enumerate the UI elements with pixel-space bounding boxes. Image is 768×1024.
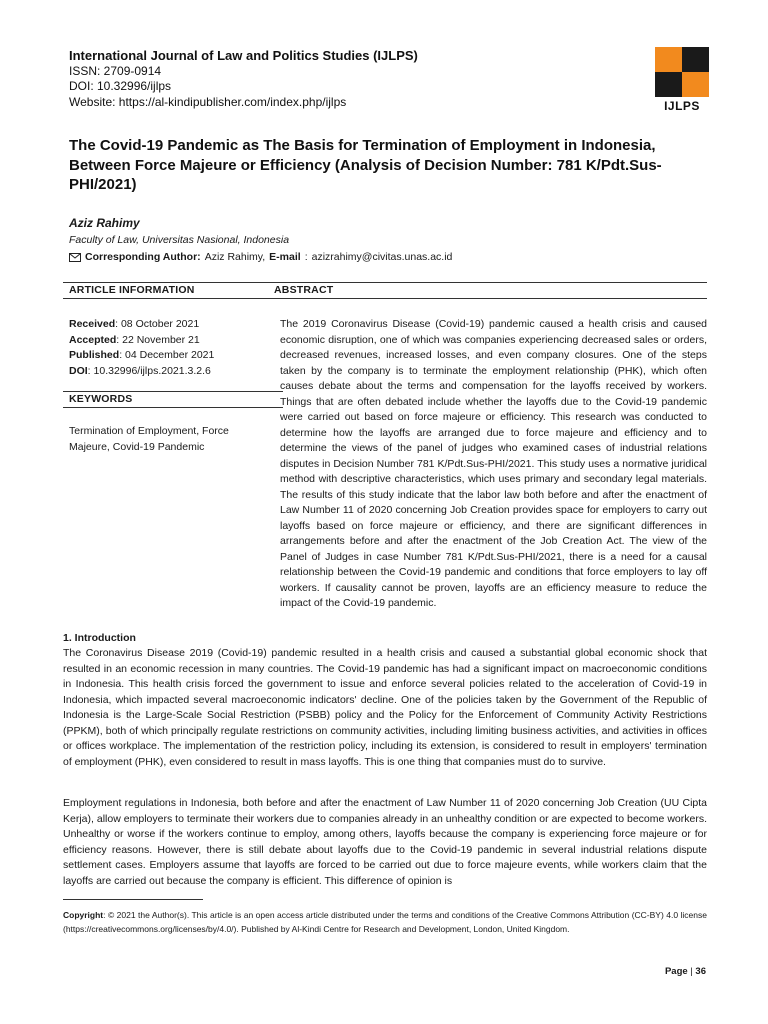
rule-keywords-top — [63, 391, 283, 392]
footnote-rule — [63, 899, 203, 900]
logo-square-black-1 — [682, 47, 709, 72]
accepted-date: 22 November 21 — [122, 333, 200, 346]
rule-info-right — [274, 298, 707, 299]
logo-square-orange-2 — [682, 72, 709, 97]
rule-top — [63, 282, 707, 283]
envelope-icon — [69, 253, 81, 262]
journal-logo — [655, 47, 709, 115]
logo-text: IJLPS — [664, 99, 700, 113]
journal-name: International Journal of Law and Politics Studies (IJLPS) — [69, 48, 418, 63]
keywords-heading: KEYWORDS — [69, 393, 133, 405]
copyright-text: : © 2021 the Author(s). This article is an open access article distributed under the terms and conditions of the Creative Commons Attribution (CC-BY) 4.0 license (https://creativecommons.org/licenses/by/4.0/). Published by Al-Kindi Centre for Research and Development, London, United Kingdom. — [63, 910, 707, 934]
page-separator: | — [690, 966, 693, 977]
logo-square-orange-1 — [655, 47, 682, 72]
published-date: 04 December 2021 — [125, 349, 215, 361]
corresponding-name: Aziz Rahimy, — [204, 251, 266, 263]
doi-row: DOI: 10.32996/ijlps.2021.3.2.6 — [69, 364, 211, 377]
rule-info-left — [63, 298, 283, 299]
journal-header — [69, 48, 629, 110]
rule-keywords-bottom — [63, 407, 283, 408]
corresponding-label: Corresponding Author: — [85, 251, 201, 263]
introduction-heading: 1. Introduction — [63, 632, 136, 644]
received-date: 08 October 2021 — [120, 318, 200, 330]
article-title: The Covid-19 Pandemic as The Basis for Termination of Employment in Indonesia, Between Force Majeure or Efficiency (Analysis of Decision Number: 781 K/Pdt.Sus-PHI/2021) — [69, 137, 662, 193]
accepted-row: Accepted: 22 November 21 — [69, 333, 200, 346]
article-info-heading: ARTICLE INFORMATION — [69, 284, 195, 296]
introduction-paragraph-1: The Coronavirus Disease 2019 (Covid-19) pandemic resulted in a health crisis and caused a substantial global economic shock that resulted in an economic recession in many countries. The Covid-19 pandemic has had a significant impact on macroeconomic conditions in Indonesia. This health crisis forced the government to issue and enforce several policies related to the acceleration of Covid-19 in Indonesia, which impacted several macroeconomic indicators' decline. One of the policies taken by the Government of the Republic of Indonesia is the Large-Scale Social Restriction (PSBB) policy and the Policy for the Enforcement of Community Activity Restrictions (PPKM), both of which principally regulate restrictions on community activities, including limiting business activities, and activities in offices or offices workplace. The implementation of the restriction policy, including its extension, is considered to result in employers' termination of employment (PHK), even considered to result in mass layoffs. This is one thing that companies must do to survive. — [63, 647, 707, 768]
email-colon: : — [304, 251, 308, 263]
journal-website[interactable]: Website: https://al-kindipublisher.com/index.php/ijlps — [69, 94, 347, 109]
logo-square-black-2 — [655, 72, 682, 97]
page-number-value: 36 — [695, 966, 706, 977]
article-info — [69, 317, 214, 379]
email-label: E-mail — [269, 251, 301, 263]
introduction-paragraph-2: Employment regulations in Indonesia, both before and after the enactment of Law Number 11 of 2020 concerning Job Creation (UU Cipta Kerja), allow employers to terminate their workers due to companies already in an unhealthy condition or are expected to become workers. Unhealthy or worse if the workers continue to employ, among others, layoffs because the company is experiencing force majeure or for efficiency reasons. However, there is still debate about layoffs due to the Covid-19 pandemic in several industrial relations dispute settlement cases. Employers assume that layoffs are forced to be carried out due to force majeure events, while workers claim that the layoffs are carried out because the company is efficient. This difference of opinion is — [63, 797, 707, 887]
corresponding-author — [69, 251, 452, 263]
abstract-heading: ABSTRACT — [274, 284, 334, 296]
author-affiliation: Faculty of Law, Universitas Nasional, Indonesia — [69, 234, 290, 246]
published-row: Published: 04 December 2021 — [69, 349, 215, 361]
copyright-label: Copyright — [63, 910, 104, 920]
article-doi[interactable]: 10.32996/ijlps.2021.3.2.6 — [93, 364, 211, 377]
copyright-notice — [63, 908, 707, 936]
page-number — [665, 966, 706, 977]
corresponding-email[interactable]: azizrahimy@civitas.unas.ac.id — [311, 251, 453, 263]
page-label: Page — [664, 966, 688, 977]
received-row: Received: 08 October 2021 — [69, 318, 200, 330]
author-name: Aziz Rahimy — [69, 216, 140, 230]
keywords-text: Termination of Employment, Force Majeure, Covid-19 Pandemic — [69, 425, 229, 453]
journal-issn: ISSN: 2709-0914 — [69, 63, 162, 78]
abstract-text: The 2019 Coronavirus Disease (Covid-19) pandemic caused a health crisis and caused economic disruption, one of which was companies experiencing decreased sales or orders, decreased revenues, increased losses, and even company closures. One of the steps taken by the company is to terminate the employment relationship (PHK), which often causes debate about the terms and compensation for the layoffs received by workers. Things that are often debated include whether the layoffs due to the Covid-19 pandemic were carried out based on force majeure or efficiency. This research was conducted to determine how the layoffs are arranged due to force majeure and efficiency and to determine the views of the panel of judges who examined cases of industrial relations disputes in Decision Number 781 K/Pdt.Sus-PHI/2021. This study uses a normative juridical method with descriptive characteristics, which uses primary and secondary legal materials. The results of this study indicate that the labor law both before and after the enactment of Law Number 11 of 2020 concerning Job Creation provides space for employers to carry out layoffs based on force majeure or efficiency, and there are significant differences in arrangements before and after the enactment of the Job Creation Act. The view of the Panel of Judges in case Number 781 K/Pdt.Sus-PHI/2021, there is a need for a causal relationship between the Covid-19 pandemic and conditions that force employers to lay off workers. If causality cannot be proven, layoffs are an efficiency measure to reduce the impact of the Covid-19 pandemic. — [280, 318, 707, 609]
journal-doi: DOI: 10.32996/ijlps — [69, 79, 172, 93]
